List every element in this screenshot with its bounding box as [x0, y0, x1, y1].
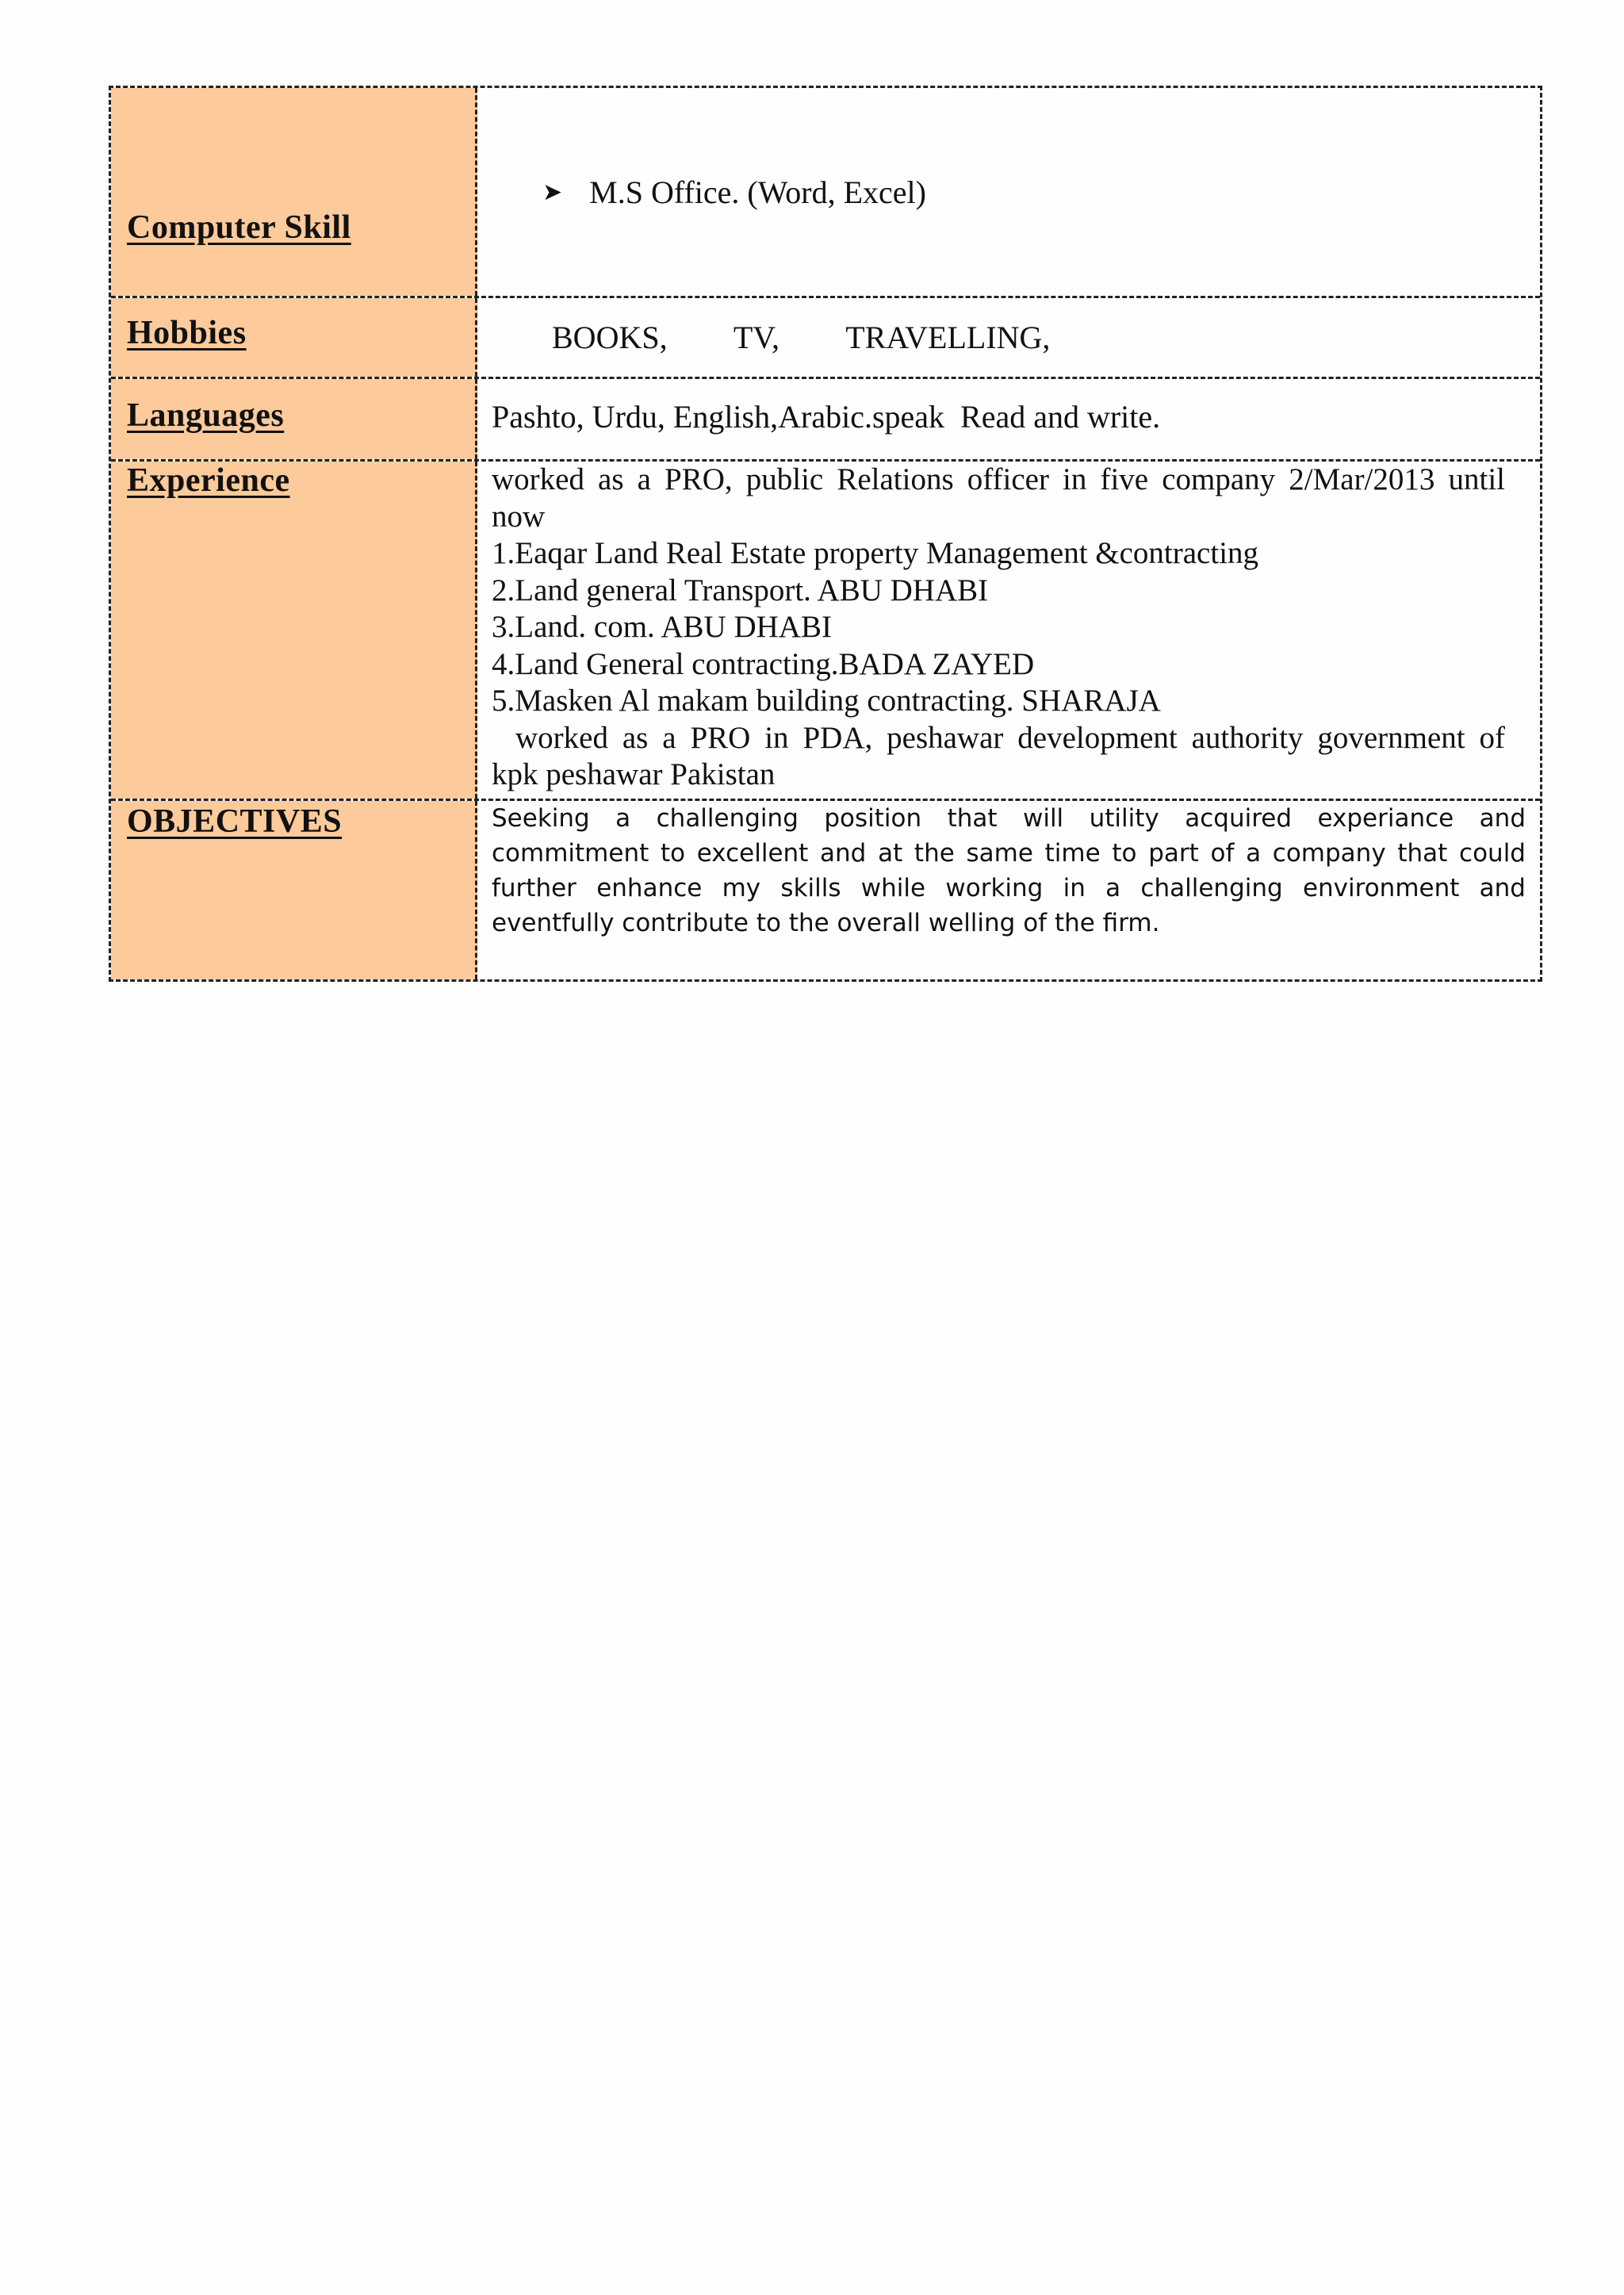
hobbies-label: Hobbies [127, 315, 247, 351]
experience-line: worked as a PRO in PDA, peshawar development authority government of [515, 720, 1505, 755]
languages-label: Languages [127, 397, 285, 434]
languages-label-cell [111, 379, 477, 459]
objectives-text: Seeking a challenging position that will utility acquired experiance and commitment to excellent and at the same time to part of a company that could further enhance my skills while working in a challenging environment and eventfully contribute to the overall welling of the firm. [492, 804, 1526, 937]
computer-skill-bullet-item [542, 174, 926, 211]
experience-content-cell [477, 462, 1540, 799]
experience-line: now [492, 499, 546, 534]
hobbies-label-cell [111, 298, 477, 377]
experience-line: kpk peshawar Pakistan [492, 757, 776, 791]
languages-row [111, 377, 1540, 459]
hobbies-content-cell [477, 298, 1540, 377]
hobbies-row [111, 296, 1540, 377]
experience-line: 4.Land General contracting.BADA ZAYED [492, 646, 1035, 681]
experience-row [111, 459, 1540, 799]
computer-skill-content-cell [477, 88, 1540, 296]
experience-line: 1.Eaqar Land Real Estate property Management &contracting [492, 536, 1259, 570]
experience-line: 5.Masken Al makam building contracting. SHARAJA [492, 684, 1161, 718]
objectives-label-cell [111, 801, 477, 979]
objectives-content-cell [477, 801, 1540, 979]
objectives-label: OBJECTIVES [127, 803, 343, 840]
hobbies-text: BOOKS, TV, TRAVELLING, [552, 320, 1051, 355]
cv-table [109, 86, 1542, 982]
experience-line: worked as a PRO, public Relations officer in five company 2/Mar/2013 until [492, 462, 1505, 496]
experience-label: Experience [127, 462, 290, 499]
objectives-row [111, 799, 1540, 979]
computer-skill-label-cell [111, 88, 477, 296]
languages-text: Pashto, Urdu, English,Arabic.speak Read and write. [492, 399, 1161, 435]
experience-line: 2.Land general Transport. ABU DHABI [492, 573, 989, 607]
computer-skill-text: M.S Office. (Word, Excel) [589, 174, 926, 210]
computer-skill-label: Computer Skill [127, 209, 351, 246]
experience-label-cell [111, 462, 477, 799]
experience-line: 3.Land. com. ABU DHABI [492, 610, 832, 644]
arrow-bullet-icon: ➤ [542, 179, 563, 205]
languages-content-cell [477, 379, 1540, 459]
computer-skill-row [111, 88, 1540, 296]
experience-text-block [492, 462, 1505, 794]
